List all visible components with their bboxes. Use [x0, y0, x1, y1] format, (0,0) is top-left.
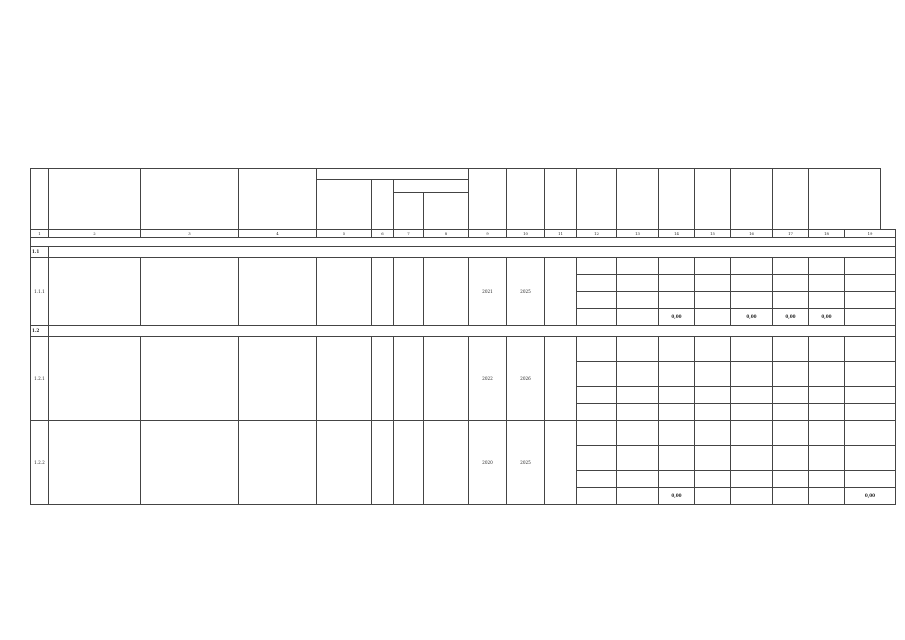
fin-value [659, 362, 695, 387]
col-number: 9 [469, 230, 507, 238]
fin-value [695, 292, 731, 309]
fin-value [617, 362, 659, 387]
fin-total-value [773, 404, 809, 421]
fin-total-value: 0,00 [845, 488, 896, 505]
col-number: 1 [31, 230, 49, 238]
project-type [141, 421, 239, 505]
col-number: 3 [141, 230, 239, 238]
fin-total-label [577, 488, 617, 505]
project-qty-2 [424, 337, 469, 421]
project-qty-1 [394, 337, 424, 421]
fin-total-value [845, 309, 896, 326]
fin-value [845, 387, 896, 404]
section-title [31, 238, 896, 247]
project-name [49, 258, 141, 326]
fin-value [809, 421, 845, 446]
project-start: 2022 [469, 337, 507, 421]
fin-total-value [617, 309, 659, 326]
investment-program-table [30, 168, 896, 505]
col-number: 14 [659, 230, 695, 238]
header-year-1 [659, 169, 695, 230]
fin-value [695, 421, 731, 446]
fin-value [617, 258, 659, 275]
header-group-sub [394, 180, 469, 193]
header-year-2 [695, 169, 731, 230]
fin-value [731, 258, 773, 275]
fin-value [695, 362, 731, 387]
project-address [239, 258, 317, 326]
header-total [617, 169, 659, 230]
fin-value [617, 471, 659, 488]
group-title [49, 326, 896, 337]
col-number: 16 [731, 230, 773, 238]
fin-value [659, 446, 695, 471]
header-name [49, 169, 141, 230]
project-unit [372, 421, 394, 505]
fin-value [773, 275, 809, 292]
fin-value [809, 387, 845, 404]
fin-value [809, 337, 845, 362]
fin-value [773, 471, 809, 488]
col-number: 11 [545, 230, 577, 238]
fin-value [773, 387, 809, 404]
project-qty-2 [424, 421, 469, 505]
col-number: 18 [809, 230, 845, 238]
fin-total-value [695, 404, 731, 421]
project-capacity [317, 337, 372, 421]
fin-label [577, 275, 617, 292]
fin-value [659, 258, 695, 275]
fin-total-value [809, 404, 845, 421]
project-address [239, 421, 317, 505]
fin-total-label [577, 309, 617, 326]
fin-value [731, 446, 773, 471]
project-number: 1.2.1 [31, 337, 49, 421]
header-fin-source [577, 169, 617, 230]
fin-total-value [617, 404, 659, 421]
fin-label [577, 292, 617, 309]
fin-value [809, 362, 845, 387]
fin-total-value [695, 309, 731, 326]
col-number: 8 [424, 230, 469, 238]
header-address [239, 169, 317, 230]
fin-value [845, 258, 896, 275]
header-no [31, 169, 49, 230]
fin-value [731, 337, 773, 362]
project-qty-2 [424, 258, 469, 326]
fin-value [809, 471, 845, 488]
group-title [49, 247, 896, 258]
fin-value [695, 258, 731, 275]
project-number: 1.1.1 [31, 258, 49, 326]
fin-value [617, 446, 659, 471]
fin-label [577, 387, 617, 404]
fin-total-value: 0,00 [773, 309, 809, 326]
fin-value [773, 292, 809, 309]
fin-value [659, 292, 695, 309]
fin-value [731, 362, 773, 387]
fin-value [731, 387, 773, 404]
fin-value [659, 387, 695, 404]
fin-value [617, 337, 659, 362]
header-year-3 [731, 169, 773, 230]
col-number: 13 [617, 230, 659, 238]
fin-value [695, 471, 731, 488]
fin-value [845, 337, 896, 362]
col-number: 4 [239, 230, 317, 238]
fin-value [617, 292, 659, 309]
annex-block [645, 62, 845, 70]
fin-value [845, 471, 896, 488]
fin-value [659, 337, 695, 362]
fin-value [773, 362, 809, 387]
header-year-4 [773, 169, 809, 230]
project-capacity [317, 421, 372, 505]
group-code: 1.2 [31, 326, 49, 337]
col-number: 10 [507, 230, 545, 238]
fin-value [845, 362, 896, 387]
fin-label [577, 362, 617, 387]
col-number: 15 [695, 230, 731, 238]
fin-value [695, 337, 731, 362]
fin-value [773, 337, 809, 362]
fin-value [809, 446, 845, 471]
header-qty-2 [424, 193, 469, 230]
fin-total-value: 0,00 [809, 309, 845, 326]
fin-value [845, 292, 896, 309]
fin-value [773, 446, 809, 471]
project-unit [372, 337, 394, 421]
project-capacity [317, 258, 372, 326]
header-start [469, 169, 507, 230]
fin-value [617, 275, 659, 292]
project-address [239, 337, 317, 421]
group-code: 1.1 [31, 247, 49, 258]
fin-value [731, 292, 773, 309]
fin-value [845, 275, 896, 292]
fin-value [731, 421, 773, 446]
fin-value [695, 387, 731, 404]
col-number: 17 [773, 230, 809, 238]
fin-total-label [577, 404, 617, 421]
fin-total-value [617, 488, 659, 505]
project-qty-1 [394, 258, 424, 326]
fin-label [577, 446, 617, 471]
fin-value [659, 275, 695, 292]
col-number: 5 [317, 230, 372, 238]
fin-value [695, 275, 731, 292]
fin-value [773, 421, 809, 446]
fin-total-value: 0,00 [731, 309, 773, 326]
fin-label [577, 421, 617, 446]
fin-total-value [773, 488, 809, 505]
fin-value [731, 471, 773, 488]
project-start: 2020 [469, 421, 507, 505]
fin-total-value [695, 488, 731, 505]
fin-total-value [659, 404, 695, 421]
project-qty-1 [394, 421, 424, 505]
fin-total-value [809, 488, 845, 505]
header-type [141, 169, 239, 230]
project-cost [545, 258, 577, 326]
fin-value [845, 446, 896, 471]
fin-value [809, 275, 845, 292]
fin-value [809, 292, 845, 309]
col-number: 7 [394, 230, 424, 238]
fin-value [617, 387, 659, 404]
project-start: 2021 [469, 258, 507, 326]
fin-value [617, 421, 659, 446]
project-name [49, 337, 141, 421]
col-number: 12 [577, 230, 617, 238]
header-unit [372, 180, 394, 230]
fin-value [773, 258, 809, 275]
col-number: 6 [372, 230, 394, 238]
project-end: 2025 [507, 258, 545, 326]
fin-value [845, 421, 896, 446]
col-number: 2 [49, 230, 141, 238]
col-number: 19 [845, 230, 896, 238]
fin-value [695, 446, 731, 471]
project-cost [545, 421, 577, 505]
fin-total-value [845, 404, 896, 421]
fin-total-value: 0,00 [659, 488, 695, 505]
project-name [49, 421, 141, 505]
fin-total-value: 0,00 [659, 309, 695, 326]
project-number: 1.2.2 [31, 421, 49, 505]
fin-value [731, 275, 773, 292]
header-end [507, 169, 545, 230]
fin-value [659, 421, 695, 446]
project-type [141, 258, 239, 326]
fin-label [577, 471, 617, 488]
project-cost [545, 337, 577, 421]
header-cost [545, 169, 577, 230]
fin-label [577, 337, 617, 362]
header-year-5 [809, 169, 881, 230]
project-type [141, 337, 239, 421]
fin-total-value [731, 488, 773, 505]
header-qty-1 [394, 193, 424, 230]
fin-total-value [731, 404, 773, 421]
fin-value [659, 471, 695, 488]
project-unit [372, 258, 394, 326]
project-end: 2025 [507, 421, 545, 505]
header-group-main [317, 169, 469, 180]
fin-label [577, 258, 617, 275]
header-capacity-name [317, 180, 372, 230]
project-end: 2026 [507, 337, 545, 421]
fin-value [809, 258, 845, 275]
